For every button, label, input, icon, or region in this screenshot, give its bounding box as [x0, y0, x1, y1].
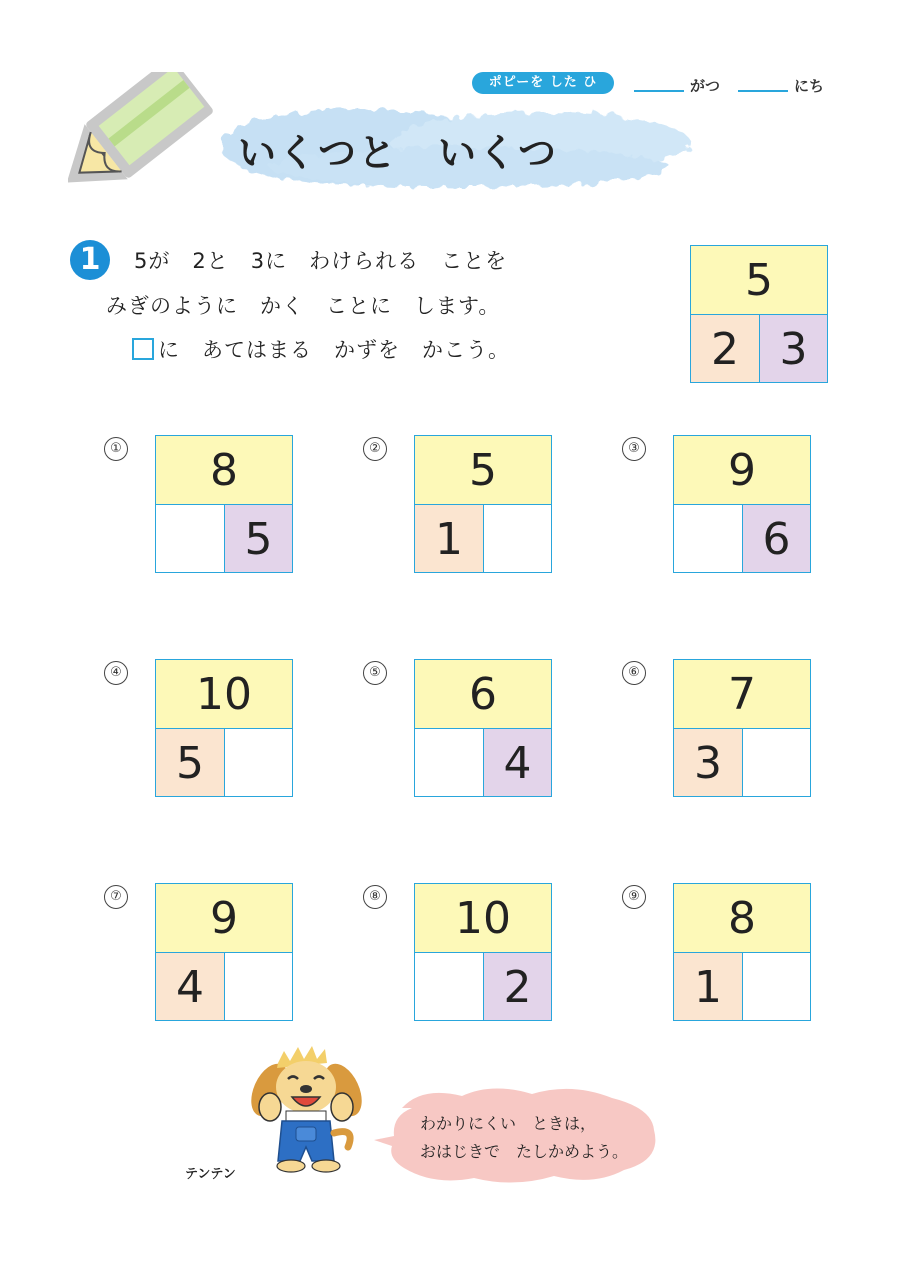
- answer-box[interactable]: [224, 728, 293, 797]
- example-number-bond: [690, 245, 828, 383]
- bond-whole: 5: [414, 435, 552, 505]
- date-badge: ポピーを した ひ: [472, 72, 614, 94]
- problem-label: ④: [104, 661, 128, 685]
- number-bond-problem-3: [673, 435, 811, 573]
- example-whole: 5: [690, 245, 828, 315]
- character-name: テンテン: [185, 1167, 236, 1182]
- problem-label: ⑨: [622, 885, 646, 909]
- bond-part-right: 2: [483, 952, 552, 1021]
- answer-box[interactable]: [742, 952, 811, 1021]
- example-part-right: 3: [759, 314, 828, 383]
- answer-box[interactable]: [742, 728, 811, 797]
- answer-box[interactable]: [155, 504, 225, 573]
- instruction-line-1: 5が 2と 3に わけられる ことを: [134, 249, 508, 273]
- instruction-line-3: [132, 334, 510, 364]
- problem-label: ⑧: [363, 885, 387, 909]
- speech-bubble: [372, 1088, 672, 1184]
- number-bond-problem-5: [414, 659, 552, 797]
- speech-line-1: わかりにくい ときは，: [420, 1114, 597, 1133]
- bond-part-left: 1: [673, 952, 743, 1021]
- example-part-left: 2: [690, 314, 760, 383]
- speech-line-2: おはじきで たしかめよう。: [420, 1142, 629, 1161]
- number-bond-problem-8: [414, 883, 552, 1021]
- page-title: いくつと いくつ: [238, 131, 559, 175]
- bond-part-right: 5: [224, 504, 293, 573]
- answer-box[interactable]: [414, 728, 484, 797]
- bond-whole: 10: [414, 883, 552, 953]
- pencil-icon: [68, 72, 218, 212]
- bond-part-left: 4: [155, 952, 225, 1021]
- day-blank-line[interactable]: [738, 90, 788, 92]
- problem-label: ③: [622, 437, 646, 461]
- instruction-line-3-text: に あてはまる かずを かこう。: [158, 338, 510, 362]
- number-bond-problem-1: [155, 435, 293, 573]
- problem-label: ②: [363, 437, 387, 461]
- bond-part-right: 4: [483, 728, 552, 797]
- answer-box[interactable]: [414, 952, 484, 1021]
- bond-part-left: 5: [155, 728, 225, 797]
- number-bond-problem-9: [673, 883, 811, 1021]
- day-label: にち: [794, 77, 825, 95]
- problem-label: ⑦: [104, 885, 128, 909]
- bond-whole: 8: [155, 435, 293, 505]
- bond-whole: 8: [673, 883, 811, 953]
- bond-whole: 10: [155, 659, 293, 729]
- number-bond-problem-7: [155, 883, 293, 1021]
- problem-label: ⑤: [363, 661, 387, 685]
- question-number-badge: 1: [70, 240, 110, 280]
- number-bond-problem-6: [673, 659, 811, 797]
- answer-box-icon: [132, 338, 154, 360]
- dog-character-illustration: [248, 1045, 363, 1180]
- bond-whole: 7: [673, 659, 811, 729]
- number-bond-problem-4: [155, 659, 293, 797]
- bond-part-left: 3: [673, 728, 743, 797]
- bond-part-right: 6: [742, 504, 811, 573]
- bond-whole: 9: [155, 883, 293, 953]
- answer-box[interactable]: [673, 504, 743, 573]
- bond-whole: 9: [673, 435, 811, 505]
- answer-box[interactable]: [483, 504, 552, 573]
- problem-label: ①: [104, 437, 128, 461]
- problem-label: ⑥: [622, 661, 646, 685]
- number-bond-problem-2: [414, 435, 552, 573]
- instruction-line-2: みぎのように かく ことに します。: [106, 294, 501, 318]
- month-label: がつ: [690, 77, 721, 95]
- answer-box[interactable]: [224, 952, 293, 1021]
- bond-part-left: 1: [414, 504, 484, 573]
- bond-whole: 6: [414, 659, 552, 729]
